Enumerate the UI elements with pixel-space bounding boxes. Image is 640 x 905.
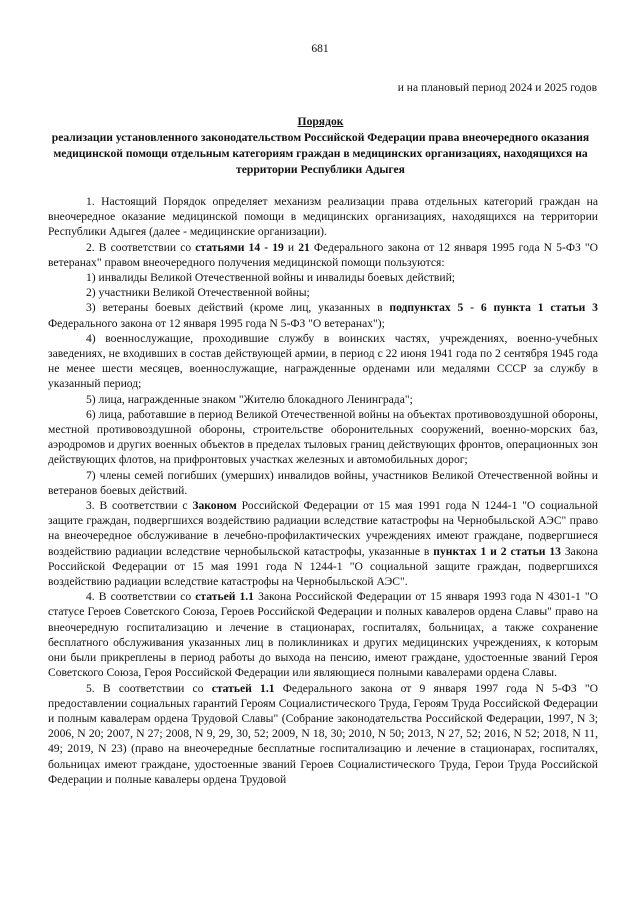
doc-heading: Порядок bbox=[297, 115, 344, 128]
list-item-2: 2) участники Великой Отечественной войны; bbox=[86, 286, 310, 300]
list-item-3: 3) ветераны боевых действий (кроме лиц, указанных в подпунктах 5 - 6 пункта 1 статьи 3 Федерального закона от 12 января 1995 года N 5-ФЗ "О ветеранах"); bbox=[48, 301, 598, 330]
list-item-5: 5) лица, награжденные знаком "Жителю блокадного Ленинграда"; bbox=[86, 392, 413, 406]
list-item-7: 7) члены семей погибших (умерших) инвалидов войны, участников Великой Отечественной войны и ветеранов боевых действий. bbox=[48, 468, 598, 497]
paragraph-5: 5. В соответствии со статьей 1.1 Федерального закона от 9 января 1997 года N 5-ФЗ "О предоставлении социальных гарантий Героям Социалистического Труда, Героям Труда Российской Федерации и полным кавалерам ордена Трудовой Славы" (Собрание законодательства Российской Федерации, 1997, N 3; 2006, N 20; 2007, N 27; 2008, N 9, 29, 30, 52; 2009, N 18, 30; 2010, N 50; 2013, N 27, 52; 2016, N 52; 2018, N 11, 49; 2019, N 23) (право на внеочередные бесплатные госпитализацию и лечение в стационарах, госпиталях, больницах имеют граждане, удостоенные званий Героев Социалистического Труда, Герои Труда Российской Федерации и полные кавалеры ордена Трудовой bbox=[48, 681, 598, 786]
link-article-1-1: статьей 1.1 bbox=[195, 590, 254, 604]
paragraph-2: 2. В соответствии со статьями 14 - 19 и 21 Федерального закона от 12 января 1995 года N 5-ФЗ "О ветеранах" правом внеочередного получения медицинской помощи пользуются: bbox=[48, 240, 598, 269]
paragraph-1: 1. Настоящий Порядок определяет механизм реализации права отдельных категорий граждан на внеочередное оказание медицинской помощи в медицинских организациях, находящихся на территории Республики Адыгея (далее - медицинские организации). bbox=[48, 195, 598, 239]
link-articles: статьями 14 - 19 bbox=[195, 240, 284, 254]
doc-subtitle: реализации установленного законодательством Российской Федерации права внеочередного оказания медицинской помощи отдельным категориям граждан в медицинских организациях, находящихся на территории Республики Адыгея bbox=[51, 131, 590, 176]
list-item-4: 4) военнослужащие, проходившие службу в воинских частях, учреждениях, военно-учебных заведениях, не входивших в состав действующей армии, в период с 22 июня 1941 года по 2 сентября 1945 года не менее шести месяцев, военнослужащие, награжденные орденами или медалями СССР за службу в указанный период; bbox=[48, 331, 598, 391]
paragraph-3: 3. В соответствии с Законом Российской Федерации от 15 мая 1991 года N 1244-1 "О социальной защите граждан, подвергшихся воздействию радиации вследствие катастрофы на Чернобыльской АЭС" право на внеочередное обслуживание в лечебно-профилактических учреждениях имеют граждане, подвергшиеся воздействию радиации вследствие чернобыльской катастрофы, указанные в пунктах 1 и 2 статьи 13 Закона Российской Федерации от 15 мая 1991 года N 1244-1 "О социальной защите граждан, подвергшихся воздействию радиации вследствие катастрофы на Чернобыльской АЭС". bbox=[48, 499, 599, 589]
title-block bbox=[44, 114, 597, 178]
header-period: и на плановый период 2024 и 2025 годов bbox=[397, 82, 597, 94]
link-points: пунктах 1 и 2 статьи 13 bbox=[433, 544, 561, 558]
document-body bbox=[48, 194, 598, 787]
link-article-21: 21 bbox=[298, 240, 310, 254]
link-article-1-1-b: статьей 1.1 bbox=[211, 681, 275, 695]
paragraph-4: 4. В соответствии со статьей 1.1 Закона Российской Федерации от 15 января 1993 года N 4301-1 "О статусе Героев Советского Союза, Героев Российской Федерации и полных кавалеров ордена Славы" право на внеочередную госпитализацию и лечение в стационарах, госпиталях, больницах, а также сохранение бесплатного обслуживания указанных лиц в поликлиниках и других медицинских учреждениях, к которым они были прикреплены в период работы до выхода на пенсию, имеют граждане, удостоенные званий Героя Советского Союза, Героя Российской Федерации или являющиеся полными кавалерами ордена Славы. bbox=[48, 590, 598, 680]
list-item-6: 6) лица, работавшие в период Великой Отечественной войны на объектах противовоздушной обороны, местной противовоздушной обороны, строительстве оборонительных сооружений, военно-морских баз, аэродромов и других военных объектов в пределах тыловых границ действующих фронтов, операционных зон действующих флотов, на прифронтовых участках железных и автомобильных дорог; bbox=[48, 407, 598, 467]
link-subitems: подпунктах 5 - 6 пункта 1 статьи 3 bbox=[389, 301, 598, 315]
list-item-1: 1) инвалиды Великой Отечественной войны и инвалиды боевых действий; bbox=[86, 271, 456, 285]
link-law: Законом bbox=[192, 499, 237, 513]
page-number: 681 bbox=[311, 43, 329, 55]
